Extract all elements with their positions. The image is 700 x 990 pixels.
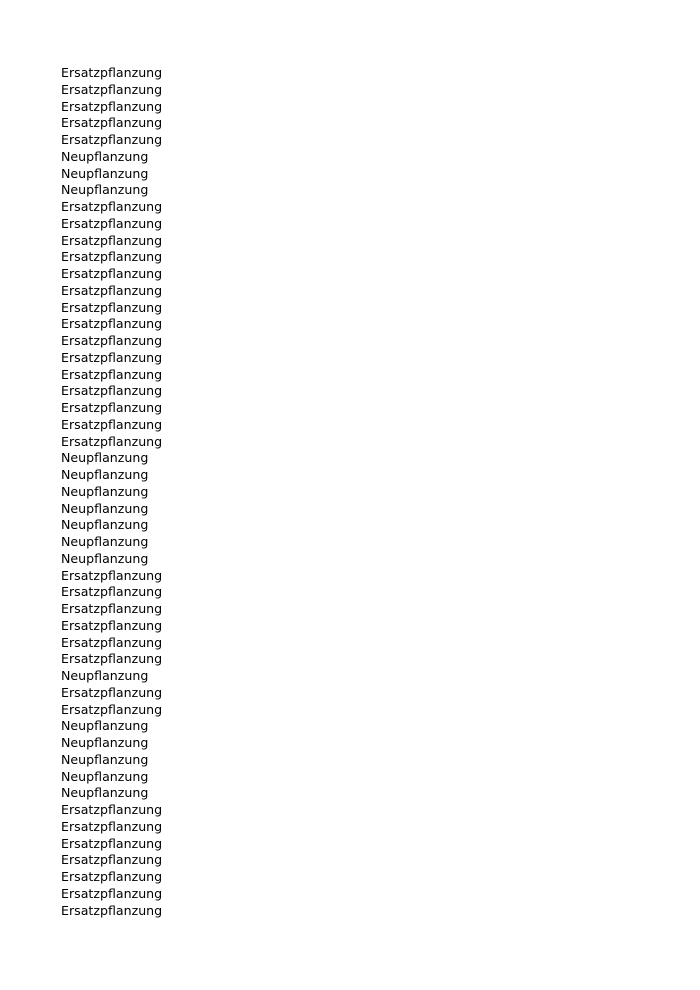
- list-item: Ersatzpflanzung: [61, 416, 163, 432]
- list-item: Ersatzpflanzung: [61, 885, 163, 901]
- list-item: Ersatzpflanzung: [61, 199, 163, 214]
- list-item: Ersatzpflanzung: [61, 701, 163, 717]
- list-item: Ersatzpflanzung: [61, 299, 163, 315]
- list-item: Ersatzpflanzung: [61, 902, 163, 918]
- list-item: Ersatzpflanzung: [61, 316, 163, 332]
- list-item: Ersatzpflanzung: [61, 266, 163, 281]
- list-item: Ersatzpflanzung: [61, 232, 163, 248]
- list-item: Ersatzpflanzung: [61, 601, 163, 616]
- list-item: Ersatzpflanzung: [61, 366, 163, 382]
- list-item: Neupflanzung: [61, 165, 149, 181]
- list-item: Ersatzpflanzung: [61, 818, 163, 834]
- list-item: Neupflanzung: [61, 500, 149, 516]
- list-item: Ersatzpflanzung: [61, 567, 163, 583]
- list-item: Ersatzpflanzung: [61, 802, 163, 817]
- list-item: Ersatzpflanzung: [61, 433, 163, 449]
- list-item: Neupflanzung: [61, 785, 149, 801]
- list-item: Ersatzpflanzung: [61, 349, 163, 365]
- list-item: Ersatzpflanzung: [61, 634, 163, 650]
- list-item: Ersatzpflanzung: [61, 400, 163, 415]
- list-item: Ersatzpflanzung: [61, 115, 163, 131]
- list-item: Ersatzpflanzung: [61, 852, 163, 868]
- list-item: Ersatzpflanzung: [61, 835, 163, 851]
- list-item: Neupflanzung: [61, 718, 149, 734]
- list-item: Neupflanzung: [61, 517, 149, 533]
- list-item: Ersatzpflanzung: [61, 249, 163, 265]
- list-item: Neupflanzung: [61, 467, 149, 482]
- list-item: Ersatzpflanzung: [61, 98, 163, 114]
- list-item: Ersatzpflanzung: [61, 65, 163, 80]
- list-item: Neupflanzung: [61, 668, 149, 683]
- list-item: Ersatzpflanzung: [61, 132, 163, 147]
- list-item: Neupflanzung: [61, 550, 149, 566]
- list-item: Neupflanzung: [61, 751, 149, 767]
- list-item: Ersatzpflanzung: [61, 81, 163, 97]
- list-item: Ersatzpflanzung: [61, 282, 163, 298]
- list-item: Neupflanzung: [61, 182, 149, 198]
- list-item: Neupflanzung: [61, 483, 149, 499]
- list-item: Neupflanzung: [61, 534, 149, 549]
- list-item: Ersatzpflanzung: [61, 215, 163, 231]
- list-item: Neupflanzung: [61, 450, 149, 466]
- planting-type-list: [61, 65, 162, 919]
- list-item: Ersatzpflanzung: [61, 651, 163, 667]
- list-item: Ersatzpflanzung: [61, 617, 163, 633]
- list-item: Ersatzpflanzung: [61, 333, 163, 348]
- list-item: Ersatzpflanzung: [61, 383, 163, 399]
- list-item: Ersatzpflanzung: [61, 684, 163, 700]
- list-item: Neupflanzung: [61, 768, 149, 784]
- list-item: Ersatzpflanzung: [61, 584, 163, 600]
- list-item: Neupflanzung: [61, 148, 149, 164]
- list-item: Ersatzpflanzung: [61, 869, 163, 884]
- list-item: Neupflanzung: [61, 735, 149, 750]
